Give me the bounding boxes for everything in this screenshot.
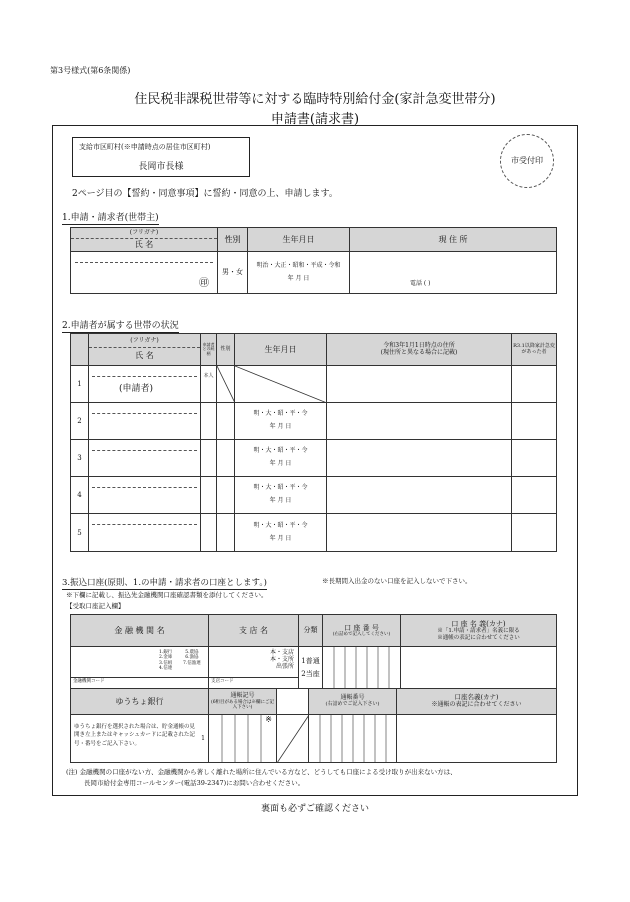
hh-address-field[interactable] [327, 514, 512, 552]
applicant-marker: (申請者) [119, 384, 154, 394]
yucho-holder-field[interactable] [397, 715, 557, 763]
bank-type: 6.漁協 [185, 655, 199, 661]
birth-eras: 明・大・昭・平・令 [253, 484, 308, 492]
table-row [71, 403, 557, 440]
bank-label: 金 融 機 関 名 [71, 615, 209, 647]
yucho-label: ゆうちょ銀行 [71, 689, 209, 715]
form-number: 第3号様式(第6条関係) [50, 66, 131, 75]
row-number: 3 [71, 440, 89, 477]
birth-ymd: 年 月 日 [269, 423, 292, 430]
section3-heading-note: ※長期間入出金のない口座を記入しないで下さい。 [322, 577, 472, 585]
account-label: 口 座 番 号 [344, 623, 379, 632]
account-holder-field[interactable] [401, 647, 557, 689]
hh-name-field[interactable] [89, 514, 201, 552]
reception-stamp [500, 134, 554, 188]
holder-sub2: ※通帳の表記に合わせてください [437, 634, 520, 641]
yucho-code-sub: (6桁目がある場合は※欄にご記入下さい) [210, 699, 275, 710]
footnote-line2: 長岡市給付金専用コールセンター(電話39-2347)にお問い合わせください。 [84, 779, 305, 787]
hh-name-label: 氏 名 [135, 351, 154, 360]
table-row [71, 514, 557, 552]
bank-type: 4.信連 [159, 666, 173, 672]
hh-sex-field[interactable] [217, 403, 235, 440]
bank-name-field[interactable] [71, 647, 209, 689]
back-side-note: 裏面も必ずご確認ください [260, 804, 369, 814]
holder-label: 口 座 名 義(カナ) [451, 620, 506, 629]
hh-relation-field[interactable] [201, 403, 217, 440]
hh-birth-field[interactable] [235, 440, 327, 477]
hh-name-field[interactable] [89, 366, 201, 403]
hh-sudden-field[interactable] [512, 440, 557, 477]
household-table [70, 333, 557, 552]
birth-ymd: 年 月 日 [269, 497, 292, 504]
section3-subheading: 【受取口座記入欄】 [66, 602, 125, 610]
birth-ymd: 年 月 日 [269, 460, 292, 467]
sex-field[interactable]: 男・女 [218, 252, 248, 294]
holder-sub1: ※「1.申請・請求者」名義に限る [437, 628, 520, 635]
relation-self: 本人 [201, 366, 217, 403]
yucho-code-field[interactable] [209, 715, 277, 763]
hh-birth-field[interactable] [235, 514, 327, 552]
branch-code-label: 支店コード [211, 679, 234, 684]
yucho-mark: ※ [265, 715, 272, 724]
row-number: 1 [71, 366, 89, 403]
applicant-name-field[interactable] [71, 252, 218, 294]
birth-eras: 明治・大正・昭和・平成・令和 [256, 261, 341, 269]
hh-sex-field[interactable] [217, 440, 235, 477]
section3-note: ※下欄に記載し、振込先金融機関口座確認書類を添付してください。 [66, 591, 268, 599]
address-label: 現 住 所 [350, 228, 557, 252]
table-row [71, 366, 557, 403]
branch-type: 出張所 [275, 662, 294, 670]
section1-heading: 1.申請・請求者(世帯主) [62, 210, 159, 225]
hh-sex-field[interactable] [217, 477, 235, 514]
bank-type: 3.信組 [159, 660, 173, 666]
yucho-holder-sub: ※通帳の表記に合わせてください [431, 700, 522, 708]
bank-code-label: 金融機関コード [73, 679, 105, 684]
yucho-number-field[interactable] [309, 715, 397, 763]
branch-type: 本・支所 [269, 655, 294, 663]
hh-address-field[interactable] [327, 477, 512, 514]
row-number: 4 [71, 477, 89, 514]
hh-address-field[interactable] [327, 403, 512, 440]
hh-sudden-field[interactable] [512, 403, 557, 440]
hh-name-field[interactable] [89, 477, 201, 514]
name-label: 氏 名 [134, 240, 154, 249]
table-row [71, 440, 557, 477]
hh-address-field[interactable] [327, 440, 512, 477]
branch-name-field[interactable] [209, 647, 299, 689]
type-ordinary: 1普通 [301, 657, 320, 666]
bank-type: 7.信漁連 [183, 660, 201, 666]
yucho-number-label: 通帳番号 [340, 694, 365, 702]
form-title: 住民税非課税世帯等に対する臨時特別給付金(家計急変世帯分) [134, 92, 496, 107]
hh-relation-field[interactable] [201, 514, 217, 552]
yucho-code-label: 通帳記号 [230, 691, 255, 699]
hh-furigana-label: (フリガナ) [89, 335, 200, 348]
furigana-label: (フリガナ) [71, 228, 217, 239]
yucho-note: ゆうちょ銀行を選択された場合は、貯金通帳の見開き左上またはキャッシュカードに記載された記号・番号をご記入下さい。 [74, 724, 196, 747]
branch-label: 支 店 名 [209, 615, 299, 647]
hh-sex-field [217, 366, 235, 403]
form-subtitle: 申請書(請求書) [270, 112, 360, 127]
row-number: 5 [71, 514, 89, 552]
hh-relation-label: 申請者との続柄 [201, 334, 217, 366]
address-field[interactable] [350, 252, 557, 294]
account-sub: (右詰めで記入してください) [332, 631, 391, 637]
hh-birth-field[interactable] [235, 477, 327, 514]
row-number: 2 [71, 403, 89, 440]
type-label: 分類 [299, 615, 323, 647]
hh-birth-label: 生年月日 [235, 334, 327, 366]
yucho-divider [277, 715, 309, 763]
bank-type: 2.金庫 [159, 655, 173, 661]
birth-ymd: 年 月 日 [287, 274, 310, 282]
payer-label: 支給市区町村(※申請時点の居住市区町村) [79, 143, 211, 151]
hh-name-field[interactable] [89, 403, 201, 440]
hh-address-label: 令和3年1月1日時点の住所 [383, 341, 455, 349]
hh-relation-field[interactable] [201, 440, 217, 477]
hh-sudden-field[interactable] [512, 366, 557, 403]
hh-sudden-label: R3.1以降家計急変があった者 [512, 334, 557, 366]
birth-eras: 明・大・昭・平・令 [253, 410, 308, 418]
yucho-table [70, 688, 557, 763]
hh-birth-field[interactable] [235, 403, 327, 440]
table-row [71, 477, 557, 514]
yucho-number-sub: (右詰めでご記入下さい) [325, 701, 380, 708]
seal-mark: ㊞ [199, 278, 209, 289]
type-current: 2当座 [301, 669, 320, 678]
bank-type: 1.銀行 [159, 650, 173, 655]
birth-field[interactable] [248, 252, 350, 294]
consent-note: 2ページ目の【誓約・同意事項】に誓約・同意の上、申請します。 [72, 189, 338, 199]
footnote-line1: (注) 金融機関の口座がない方、金融機関から著しく離れた場所に住んでいる方など、どうしても口座による受け取りが出来ない方は、 [66, 768, 457, 776]
hh-address-field[interactable] [327, 366, 512, 403]
hh-birth-field [235, 366, 327, 403]
yucho-prefix-one: 1 [201, 735, 205, 742]
birth-eras: 明・大・昭・平・令 [253, 447, 308, 455]
payer-box [72, 137, 250, 177]
payer-value: 長岡市長様 [138, 162, 184, 172]
section3-heading: 3.振込口座(原則、1.の申請・請求者の口座とします。) [62, 578, 267, 588]
applicant-table [70, 227, 557, 294]
birth-label: 生年月日 [248, 228, 350, 252]
hh-address-sub: (現住所と異なる場合に記載) [380, 348, 458, 356]
hh-sex-label: 性別 [217, 334, 235, 366]
bank-table [70, 614, 557, 689]
reception-stamp-label: 市受付印 [511, 156, 543, 165]
branch-type: 本・支店 [269, 649, 294, 656]
hh-name-field[interactable] [89, 440, 201, 477]
section2-heading: 2.申請者が属する世帯の状況 [62, 318, 179, 333]
bank-type: 5.農協 [185, 650, 199, 655]
hh-relation-field[interactable] [201, 477, 217, 514]
sex-label: 性別 [218, 228, 248, 252]
yucho-holder-label: 口座名義(カナ) [454, 693, 499, 702]
hh-sudden-field[interactable] [512, 514, 557, 552]
account-number-field[interactable] [323, 647, 401, 689]
type-field[interactable] [299, 647, 323, 689]
yucho-note-cell [71, 715, 209, 763]
birth-eras: 明・大・昭・平・令 [253, 521, 308, 529]
birth-ymd: 年 月 日 [269, 534, 292, 542]
phone-field[interactable]: 電話 ( ) [410, 280, 431, 288]
hh-sex-field[interactable] [217, 514, 235, 552]
hh-sudden-field[interactable] [512, 477, 557, 514]
